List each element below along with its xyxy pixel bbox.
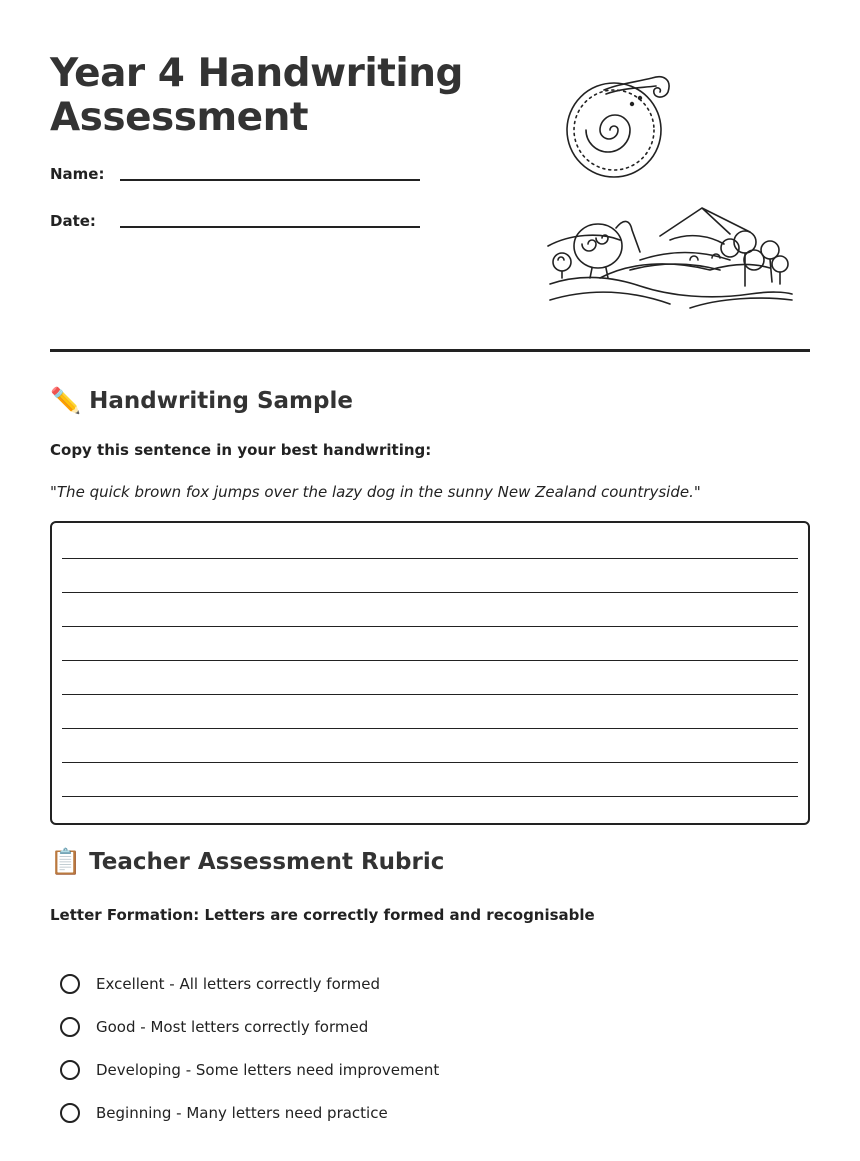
title-line-1: Year 4 Handwriting bbox=[50, 51, 463, 96]
name-input-line[interactable] bbox=[120, 179, 420, 181]
radio-button[interactable] bbox=[60, 1060, 80, 1080]
rubric-option-excellent[interactable] bbox=[60, 971, 380, 997]
radio-button[interactable] bbox=[60, 1017, 80, 1037]
copy-instruction: Copy this sentence in your best handwriting: bbox=[50, 441, 432, 459]
date-field bbox=[50, 212, 420, 242]
sample-sentence: "The quick brown fox jumps over the lazy dog in the sunny New Zealand countryside." bbox=[50, 483, 701, 501]
handwriting-sample-title: Handwriting Sample bbox=[89, 388, 353, 414]
name-label: Name: bbox=[50, 165, 105, 183]
rubric-heading bbox=[50, 847, 444, 877]
handwriting-box[interactable] bbox=[50, 521, 810, 825]
rubric-option-developing[interactable] bbox=[60, 1057, 439, 1083]
writing-line[interactable] bbox=[62, 694, 798, 695]
kiwi-landscape-icon bbox=[548, 208, 792, 308]
page-title bbox=[50, 52, 470, 140]
date-input-line[interactable] bbox=[120, 226, 420, 228]
writing-line[interactable] bbox=[62, 762, 798, 763]
nz-illustration bbox=[540, 64, 800, 314]
name-field bbox=[50, 165, 420, 195]
writing-line[interactable] bbox=[62, 592, 798, 593]
rubric-option-label: Good - Most letters correctly formed bbox=[96, 1018, 369, 1036]
radio-button[interactable] bbox=[60, 974, 80, 994]
clipboard-icon: 📋 bbox=[50, 847, 82, 876]
date-label: Date: bbox=[50, 212, 96, 230]
writing-line[interactable] bbox=[62, 728, 798, 729]
rubric-option-label: Developing - Some letters need improvement bbox=[96, 1061, 440, 1079]
pencil-icon: ✏️ bbox=[50, 386, 82, 415]
rubric-option-beginning[interactable] bbox=[60, 1100, 388, 1126]
writing-line[interactable] bbox=[62, 626, 798, 627]
koru-spiral-icon bbox=[567, 77, 669, 177]
writing-line[interactable] bbox=[62, 558, 798, 559]
writing-line[interactable] bbox=[62, 796, 798, 797]
rubric-title: Teacher Assessment Rubric bbox=[89, 849, 445, 875]
handwriting-sample-heading bbox=[50, 386, 353, 416]
radio-button[interactable] bbox=[60, 1103, 80, 1123]
writing-line[interactable] bbox=[62, 660, 798, 661]
rubric-option-good[interactable] bbox=[60, 1014, 368, 1040]
rubric-criterion: Letter Formation: Letters are correctly formed and recognisable bbox=[50, 906, 595, 924]
header-divider bbox=[50, 349, 810, 352]
title-line-2: Assessment bbox=[50, 95, 308, 140]
rubric-option-label: Excellent - All letters correctly formed bbox=[96, 975, 381, 993]
rubric-option-label: Beginning - Many letters need practice bbox=[96, 1104, 388, 1122]
